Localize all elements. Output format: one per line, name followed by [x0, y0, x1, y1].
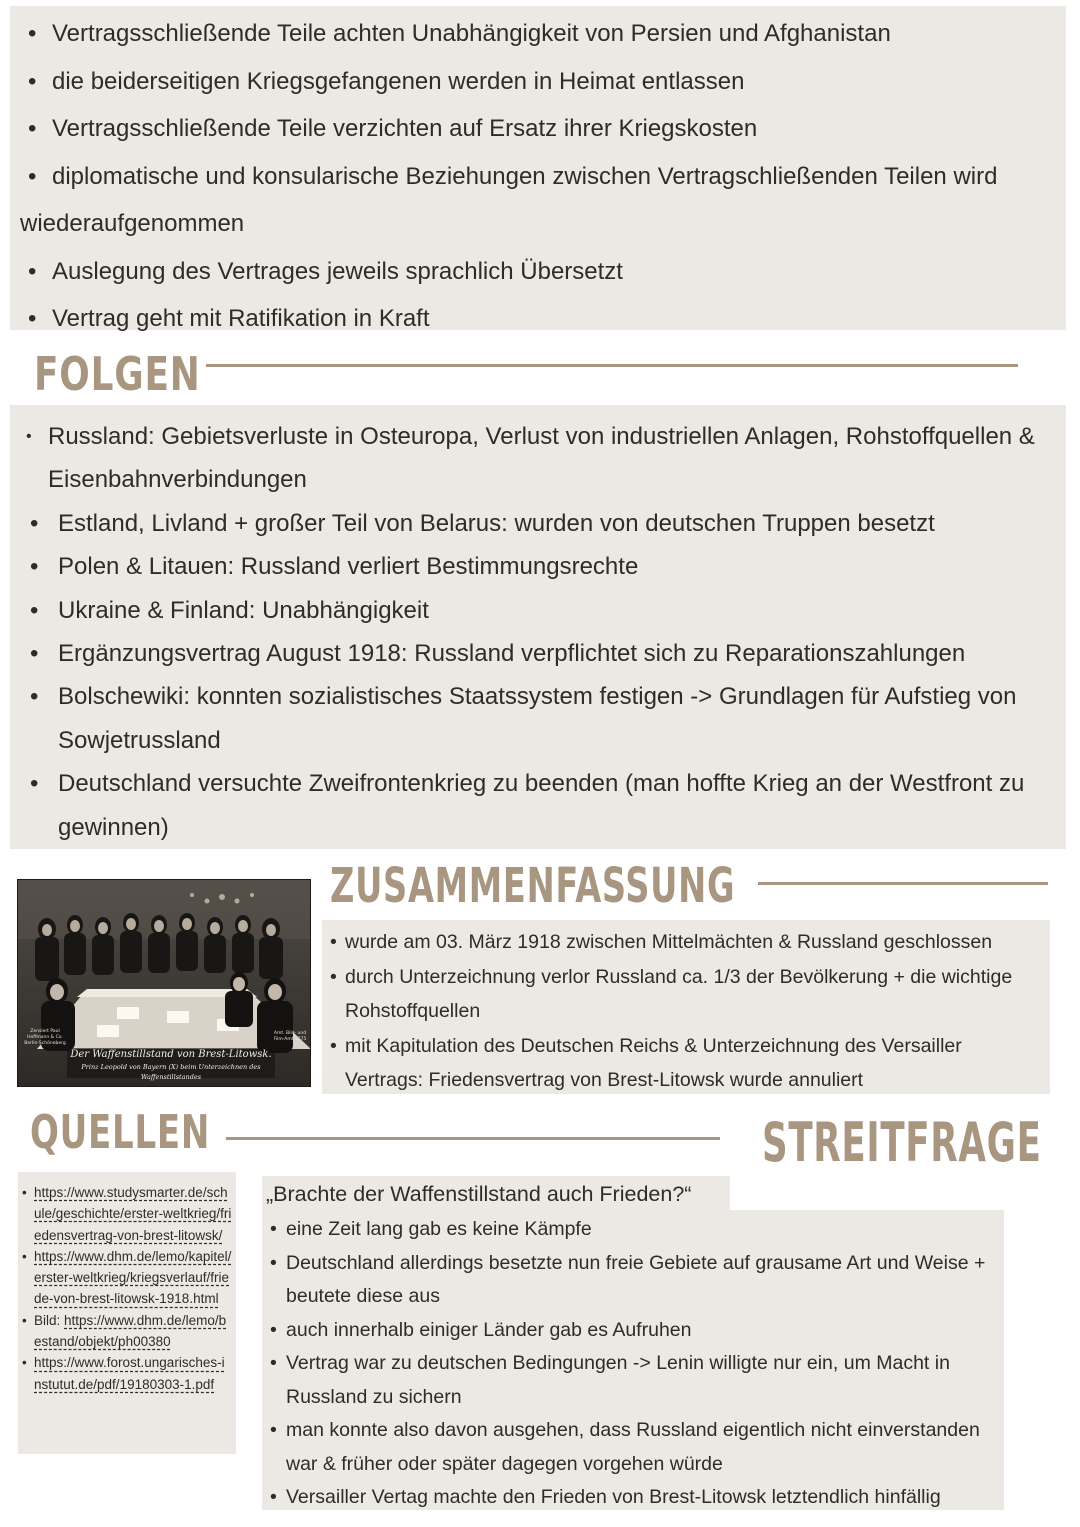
list-item: • Polen & Litauen: Russland verliert Bestimmungsrechte [20, 545, 1056, 588]
zusammenfassung-box [322, 920, 1050, 1094]
list-item: • Russland: Gebietsverluste in Osteuropa, Verlust von industriellen Anlagen, Rohstoffquellen & Eisenbahnverbindungen [20, 415, 1056, 502]
list-item: • Ukraine & Finland: Unabhängigkeit [20, 589, 1056, 632]
photo-caption-title: Der Waffenstillstand von Brest-Litowsk. [70, 1049, 272, 1060]
streitfrage-box [262, 1210, 1004, 1510]
folgen-divider [206, 364, 1018, 367]
list-item: • Vertrag war zu deutschen Bedingungen -> Lenin willigte nur ein, um Macht in Russland zu sichern [266, 1347, 1000, 1414]
photo-caption [67, 1048, 275, 1081]
streitfrage-list [266, 1213, 1000, 1515]
quellen-divider [226, 1137, 720, 1140]
source-link[interactable]: https://www.dhm.de/lemo/kapitel/erster-weltkrieg/kriegsverlauf/friede-von-brest-litowsk-1918.html [34, 1248, 232, 1307]
list-item: • mit Kapitulation des Deutschen Reichs & Unterzeichnung des Versailler Vertrags: Friedensvertrag von Brest-Litowsk wurde annuliert [330, 1029, 1042, 1098]
folgen-box [10, 405, 1066, 849]
list-item: • diplomatische und konsularische Beziehungen zwischen Vertragschließenden Teilen wird wiederaufgenommen [20, 153, 1056, 248]
list-item: • Deutschland versuchte Zweifrontenkrieg zu beenden (man hoffte Krieg an der Westfront zu gewinnen) [20, 762, 1056, 849]
source-item [22, 1246, 232, 1310]
source-item [22, 1182, 232, 1246]
list-item: • auch innerhalb einiger Länder gab es Aufruhen [266, 1314, 1000, 1348]
list-item: • Ergänzungsvertrag August 1918: Russland verpflichtet sich zu Reparationszahlungen [20, 632, 1056, 675]
treaty-terms-box [10, 6, 1066, 330]
photo-credit: Amt. Bild- und Film-Amt 1775 [273, 1031, 307, 1042]
list-item: • Auslegung des Vertrages jeweils sprachlich Übersetzt [20, 248, 1056, 296]
list-item: • durch Unterzeichnung verlor Russland ca. 1/3 der Bevölkerung + die wichtige Rohstoffquellen [330, 960, 1042, 1029]
list-item: • die beiderseitigen Kriegsgefangenen werden in Heimat entlassen [20, 58, 1056, 106]
list-item: • wurde am 03. März 1918 zwischen Mittelmächten & Russland geschlossen [330, 925, 1042, 960]
source-link[interactable]: https://www.forost.ungarisches-instutut.de/pdf/19180303-1.pdf [34, 1355, 225, 1392]
streitfrage-question: „Brachte der Waffenstillstand auch Frieden?“ [266, 1182, 692, 1206]
streitfrage-heading: STREITFRAGE [762, 1111, 1042, 1174]
zusammenfassung-heading: ZUSAMMENFASSUNG [330, 858, 736, 914]
treaty-terms-list [20, 10, 1056, 343]
zusammenfassung-list [330, 925, 1042, 1098]
folgen-heading: FOLGEN [34, 347, 201, 401]
source-prefix: Bild: [34, 1312, 65, 1328]
folgen-list [20, 415, 1056, 849]
list-item: • Versailler Vertag machte den Frieden von Brest-Litowsk letztendlich hinfällig [266, 1481, 1000, 1515]
source-link[interactable]: https://www.dhm.de/lemo/bestand/objekt/ph00380 [34, 1312, 227, 1350]
historical-photo [17, 879, 311, 1087]
list-item: • Vertragsschließende Teile achten Unabhängigkeit von Persien und Afghanistan [20, 10, 1056, 58]
list-item: • Vertrag geht mit Ratifikation in Kraft [20, 295, 1056, 343]
list-item: • eine Zeit lang gab es keine Kämpfe [266, 1213, 1000, 1247]
quellen-list [22, 1182, 232, 1395]
source-link[interactable]: https://www.studysmarter.de/schule/geschichte/erster-weltkrieg/friedensvertrag-von-brest-litowsk/ [34, 1185, 232, 1243]
photo-stamp: Zensiert Paul Hoffmann & Co. Berlin-Schöneberg [24, 1029, 66, 1046]
quellen-heading: QUELLEN [30, 1105, 211, 1159]
source-item [22, 1352, 232, 1395]
list-item: • Bolschewiki: konnten sozialistisches Staatssystem festigen -> Grundlagen für Aufstieg von Sowjetrussland [20, 675, 1056, 762]
zusammenfassung-divider [758, 882, 1048, 885]
photo-caption-subtitle: Prinz Leopold von Bayern (X) beim Unterzeichnen des Waffenstillstandes [81, 1063, 261, 1081]
list-item: • Deutschland allerdings besetzte nun freie Gebiete auf grausame Art und Weise + beutete diese aus [266, 1247, 1000, 1314]
list-item: • Vertragsschließende Teile verzichten auf Ersatz ihrer Kriegskosten [20, 105, 1056, 153]
source-item [22, 1310, 232, 1353]
list-item: • man konnte also davon ausgehen, dass Russland eigentlich nicht einverstanden war & früher oder später dagegen vorgehen würde [266, 1414, 1000, 1481]
quellen-box [18, 1172, 236, 1454]
list-item: • Estland, Livland + großer Teil von Belarus: wurden von deutschen Truppen besetzt [20, 502, 1056, 545]
